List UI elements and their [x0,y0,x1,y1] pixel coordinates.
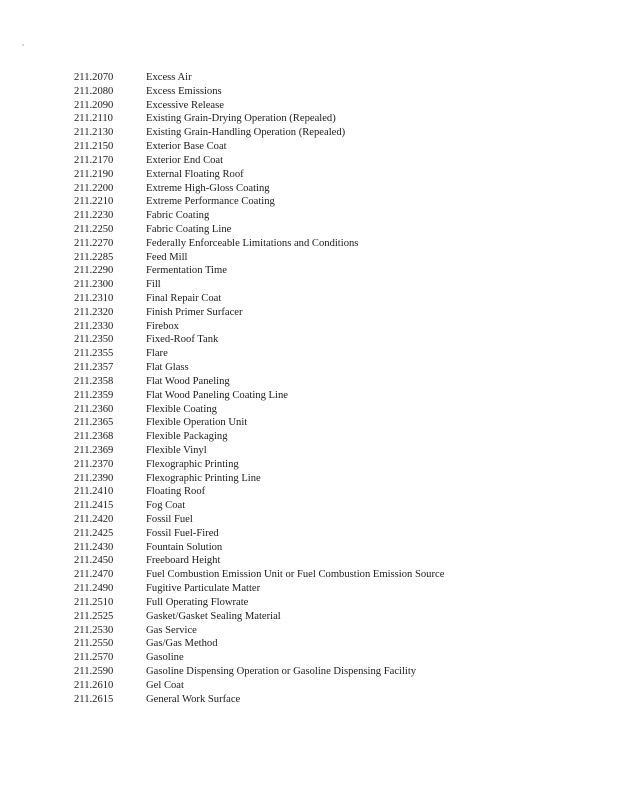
section-term: Gasket/Gasket Sealing Material [146,610,281,622]
section-term: Firebox [146,320,179,332]
section-number: 211.2365 [74,417,114,429]
section-row [74,264,444,278]
section-row [74,389,444,403]
section-row [74,292,444,306]
section-term: Full Operating Flowrate [146,596,249,608]
section-row [74,251,444,265]
section-number: 211.2170 [74,154,114,166]
section-term: Flat Wood Paneling Coating Line [146,389,288,401]
section-number: 211.2530 [74,624,114,636]
section-number: 211.2150 [74,141,114,153]
section-term: Federally Enforceable Limitations and Conditions [146,237,359,249]
section-row [74,71,444,85]
section-number: 211.2510 [74,596,114,608]
section-row [74,499,444,513]
section-row [74,168,444,182]
section-term: Final Repair Coat [146,293,222,304]
section-number: 211.2358 [74,375,114,387]
section-row [74,554,444,568]
section-term: Gas/Gas Method [146,638,218,650]
section-row [74,444,444,458]
section-number: 211.2368 [74,431,114,443]
section-number: 211.2415 [74,500,114,512]
section-term: Fountain Solution [146,541,223,553]
section-number: 211.2550 [74,638,114,650]
section-row [74,278,444,292]
section-number: 211.2110 [74,113,113,125]
section-term: Flexible Vinyl [146,444,207,456]
section-row [74,223,444,237]
section-number: 211.2300 [74,279,114,291]
section-row [74,651,444,665]
section-row [74,320,444,334]
section-number: 211.2250 [74,223,114,235]
section-term: Floating Roof [146,486,206,498]
section-term: Extreme High-Gloss Coating [146,182,270,194]
section-row [74,126,444,140]
section-row [74,472,444,486]
section-number: 211.2470 [74,569,114,581]
section-term: Flexographic Printing [146,458,239,470]
section-row [74,679,444,693]
section-row [74,237,444,251]
section-number: 211.2190 [74,168,114,180]
section-number: 211.2230 [74,210,114,222]
section-number: 211.2490 [74,583,114,595]
section-row [74,195,444,209]
section-row [74,693,444,707]
section-number: 211.2290 [74,265,114,277]
section-number: 211.2330 [74,320,114,332]
section-term: Flexible Packaging [146,431,228,443]
section-number: 211.2450 [74,555,114,567]
section-row [74,541,444,555]
section-row [74,624,444,638]
section-term: Existing Grain-Handling Operation (Repealed) [146,127,346,139]
section-number: 211.2320 [74,306,114,318]
section-term: Fill [146,279,161,291]
section-row [74,430,444,444]
section-number: 211.2355 [74,348,114,360]
section-term: Fuel Combustion Emission Unit or Fuel Combustion Emission Source [146,569,445,581]
section-term: Flat Wood Paneling [146,375,230,387]
section-number: 211.2425 [74,527,114,539]
section-row [74,403,444,417]
section-row [74,596,444,610]
section-term: Gas Service [146,624,197,636]
section-number: 211.2369 [74,444,114,456]
section-term: Fabric Coating Line [146,223,232,235]
section-term: Excessive Release [146,99,224,111]
section-term: Flexible Coating [146,403,217,415]
section-number: 211.2610 [74,679,114,691]
section-term: Flare [146,348,168,360]
section-row [74,361,444,375]
section-term: Fugitive Particulate Matter [146,583,261,595]
section-term: Gel Coat [146,679,184,691]
section-row [74,140,444,154]
section-term: Fossil Fuel [146,514,193,525]
section-row [74,99,444,113]
section-number: 211.2200 [74,182,114,194]
section-number: 211.2410 [74,486,114,498]
section-number: 211.2090 [74,99,114,111]
section-row [74,112,444,126]
section-number: 211.2350 [74,334,114,346]
section-term: Flat Glass [146,362,189,374]
section-row [74,485,444,499]
section-row [74,375,444,389]
section-row [74,458,444,472]
section-number: 211.2310 [74,293,114,304]
section-number: 211.2285 [74,251,114,263]
section-row [74,182,444,196]
section-number: 211.2370 [74,458,114,470]
section-list [74,71,444,706]
section-number: 211.2357 [74,362,114,374]
section-term: Freeboard Height [146,555,221,567]
section-row [74,333,444,347]
section-term: Exterior Base Coat [146,141,227,153]
section-number: 211.2590 [74,665,114,677]
section-term: Exterior End Coat [146,154,224,166]
section-row [74,209,444,223]
section-number: 211.2130 [74,127,114,139]
section-term: Existing Grain-Drying Operation (Repealed) [146,113,336,125]
section-term: Fermentation Time [146,265,227,277]
section-term: Gasoline [146,652,184,664]
section-term: General Work Surface [146,693,241,705]
section-number: 211.2359 [74,389,114,401]
section-number: 211.2080 [74,85,114,97]
section-row [74,416,444,430]
section-term: Excess Emissions [146,85,222,97]
section-row [74,527,444,541]
section-number: 211.2070 [74,72,114,83]
section-row [74,665,444,679]
section-term: Extreme Performance Coating [146,196,275,208]
section-term: Fixed-Roof Tank [146,334,219,346]
section-row [74,154,444,168]
section-row [74,568,444,582]
section-number: 211.2390 [74,472,114,484]
section-number: 211.2430 [74,541,114,553]
scan-speck [22,44,24,46]
section-term: External Floating Roof [146,168,244,180]
section-term: Fog Coat [146,500,186,512]
section-number: 211.2270 [74,237,114,249]
section-row [74,610,444,624]
section-term: Flexible Operation Unit [146,417,248,429]
section-number: 211.2360 [74,403,114,415]
section-term: Fabric Coating [146,210,210,222]
section-row [74,85,444,99]
section-row [74,513,444,527]
section-number: 211.2525 [74,610,114,622]
section-term: Feed Mill [146,251,188,263]
section-number: 211.2210 [74,196,114,208]
section-term: Finish Primer Surfacer [146,306,243,318]
section-number: 211.2420 [74,514,114,525]
section-term: Excess Air [146,72,192,83]
section-number: 211.2570 [74,652,114,664]
section-term: Gasoline Dispensing Operation or Gasoline Dispensing Facility [146,665,417,677]
section-term: Fossil Fuel-Fired [146,527,219,539]
section-row [74,637,444,651]
section-term: Flexographic Printing Line [146,472,261,484]
section-row [74,582,444,596]
section-number: 211.2615 [74,693,114,705]
section-row [74,306,444,320]
section-row [74,347,444,361]
